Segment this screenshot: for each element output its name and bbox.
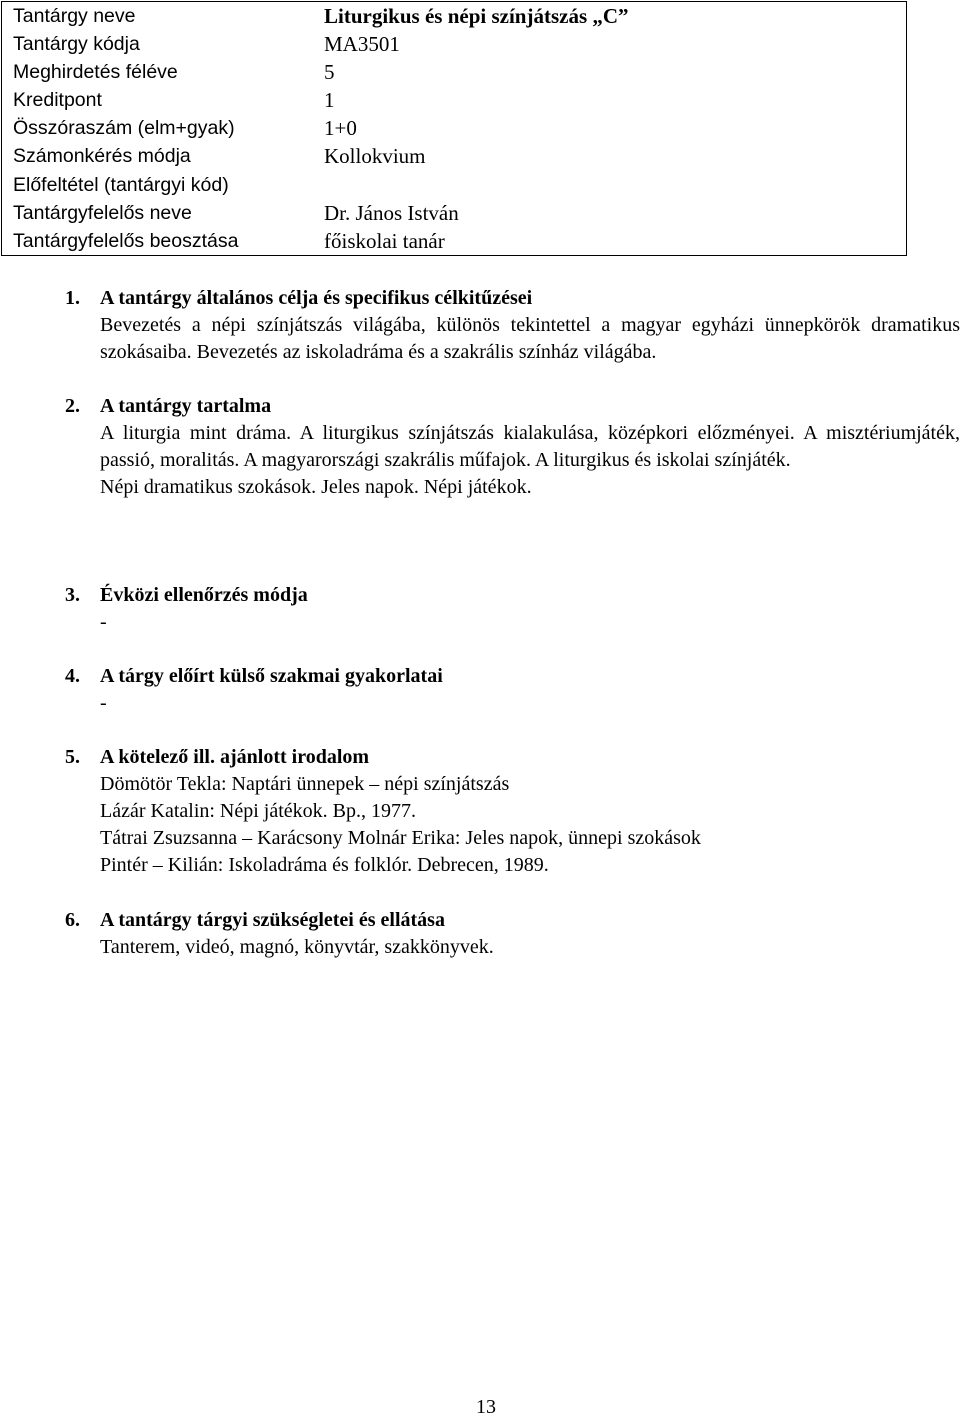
section-body: [65, 609, 960, 636]
info-value: főiskolai tanár: [324, 228, 445, 253]
paragraph: A liturgia mint dráma. A liturgikus színjátszás kialakulása, középkori előzményei. A misztériumjáték, passió, moralitás. A magyarországi szakrális műfajok. A liturgikus és iskolai színjáték.: [100, 422, 960, 471]
info-row-course-name: [2, 2, 906, 30]
literature-item: Dömötör Tekla: Naptári ünnepek – népi színjátszás: [100, 773, 510, 795]
literature-item: Lázár Katalin: Népi játékok. Bp., 1977.: [100, 800, 417, 822]
info-row-semester: [2, 58, 906, 86]
info-value: 5: [324, 60, 335, 85]
info-row-assessment: [2, 142, 906, 170]
section-literature: [65, 744, 960, 879]
section-title: A tantárgy általános célja és specifikus célkitűzései: [100, 287, 533, 309]
section-heading: [65, 582, 960, 609]
section-body: [65, 771, 960, 879]
section-heading: [65, 285, 960, 312]
info-row-prerequisite: [2, 171, 906, 199]
section-title: A tantárgy tárgyi szükségletei és ellátása: [100, 909, 445, 931]
section-goals: [65, 285, 960, 366]
section-title: Évközi ellenőrzés módja: [100, 584, 308, 606]
section-heading: [65, 393, 960, 420]
section-number: 4.: [65, 665, 80, 687]
info-row-course-code: [2, 30, 906, 58]
info-value: Kollokvium: [324, 144, 426, 169]
section-assessment-method: [65, 582, 960, 636]
paragraph: -: [100, 611, 107, 633]
info-label: Meghirdetés féléve: [13, 61, 178, 84]
section-number: 3.: [65, 584, 80, 606]
paragraph: Tanterem, videó, magnó, könyvtár, szakkönyvek.: [100, 936, 494, 958]
section-practice: [65, 663, 960, 717]
info-label: Tantárgyfelelős neve: [13, 201, 192, 224]
info-value: 1+0: [324, 116, 357, 141]
info-label: Tantárgyfelelős beosztása: [13, 229, 239, 252]
info-value: [304, 171, 324, 199]
info-row-hours: [2, 114, 906, 142]
info-label: Tantárgy kódja: [13, 33, 140, 56]
info-label: Számonkérés módja: [13, 145, 191, 168]
literature-item: Tátrai Zsuzsanna – Karácsony Molnár Erika: Jeles napok, ünnepi szokások: [100, 827, 701, 849]
section-number: 5.: [65, 746, 80, 768]
info-label: Tantárgy neve: [13, 5, 136, 27]
info-row-credits: [2, 86, 906, 114]
section-body: [65, 420, 960, 501]
literature-item: Pintér – Kilián: Iskoladráma és folklór. Debrecen, 1989.: [100, 854, 549, 876]
section-content: [65, 393, 960, 501]
info-label: Előfeltétel (tantárgyi kód): [13, 173, 229, 196]
paragraph: Bevezetés a népi színjátszás világába, különös tekintettel a magyar egyházi ünnepkörök dramatikus szokásaiba. Bevezetés az iskoladráma és a szakrális színház világába.: [100, 314, 960, 363]
info-label: Kreditpont: [13, 89, 102, 112]
info-value: 1: [324, 88, 335, 113]
page-number: 13: [476, 1396, 496, 1418]
paragraph: Népi dramatikus szokások. Jeles napok. Népi játékok.: [100, 476, 532, 498]
info-row-responsible-name: [2, 199, 906, 227]
section-body: [65, 312, 960, 366]
info-row-responsible-position: [2, 227, 906, 255]
section-heading: [65, 663, 960, 690]
section-body: [65, 934, 960, 961]
info-value: Liturgikus és népi színjátszás „C”: [324, 4, 629, 28]
section-number: 1.: [65, 287, 80, 309]
section-body: [65, 690, 960, 717]
section-title: A tárgy előírt külső szakmai gyakorlatai: [100, 665, 443, 687]
info-label: Összóraszám (elm+gyak): [13, 117, 235, 140]
section-heading: [65, 744, 960, 771]
course-info-table: [1, 1, 907, 256]
info-value: MA3501: [324, 32, 400, 57]
section-title: A tantárgy tartalma: [100, 395, 272, 417]
section-heading: [65, 907, 960, 934]
section-number: 2.: [65, 395, 80, 417]
paragraph: -: [100, 692, 107, 714]
info-value: Dr. János István: [324, 200, 459, 225]
section-title: A kötelező ill. ajánlott irodalom: [100, 746, 370, 768]
section-number: 6.: [65, 909, 80, 931]
section-resources: [65, 907, 960, 961]
